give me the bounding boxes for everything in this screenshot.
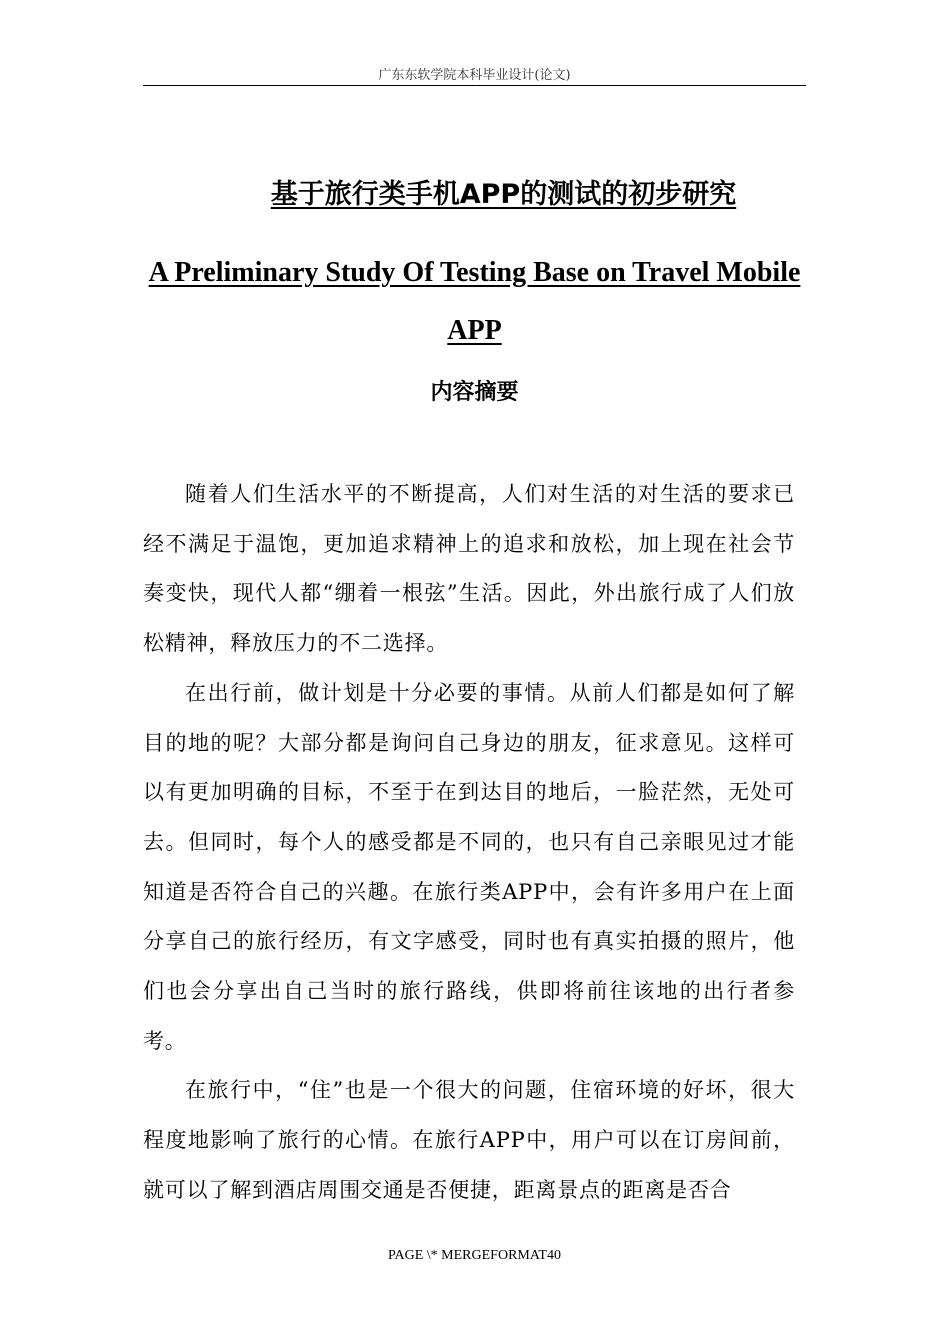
chinese-title-text: 基于旅行类手机APP的测试的初步研究 <box>270 179 737 210</box>
chinese-title <box>143 175 806 215</box>
abstract-body <box>143 470 795 1216</box>
page-footer: PAGE \* MERGEFORMAT40 <box>388 1248 561 1263</box>
english-title <box>143 244 806 360</box>
page-header: 广东东软学院本科毕业设计(论文) <box>378 68 571 83</box>
abstract-paragraph: 在旅行中，“住”也是一个很大的问题，住宿环境的好坏，很大程度地影响了旅行的心情。在旅行APP中，用户可以在订房间前，就可以了解到酒店周围交通是否便捷，距离景点的距离是否合 <box>143 1078 795 1202</box>
abstract-paragraph: 在出行前，做计划是十分必要的事情。从前人们都是如何了解目的地的呢？大部分都是询问自己身边的朋友，征求意见。这样可以有更加明确的目标，不至于在到达目的地后，一脸茫然，无处可去。但同时，每个人的感受都是不同的，也只有自己亲眼见过才能知道是否符合自己的兴趣。在旅行类APP中，会有许多用户在上面分享自己的旅行经历，有文字感受，同时也有真实拍摄的照片，他们也会分享出自己当时的旅行路线，供即将前往该地的出行者参考。 <box>143 680 795 1053</box>
english-title-text: A Preliminary Study Of Testing Base on Travel Mobile APP <box>148 257 801 346</box>
abstract-paragraph: 随着人们生活水平的不断提高，人们对生活的对生活的要求已经不满足于温饱，更加追求精神上的追求和放松，加上现在社会节奏变快，现代人都“绷着一根弦”生活。因此，外出旅行成了人们放松精神，释放压力的不二选择。 <box>143 482 795 656</box>
abstract-heading: 内容摘要 <box>430 380 519 405</box>
header-rule <box>143 85 806 86</box>
